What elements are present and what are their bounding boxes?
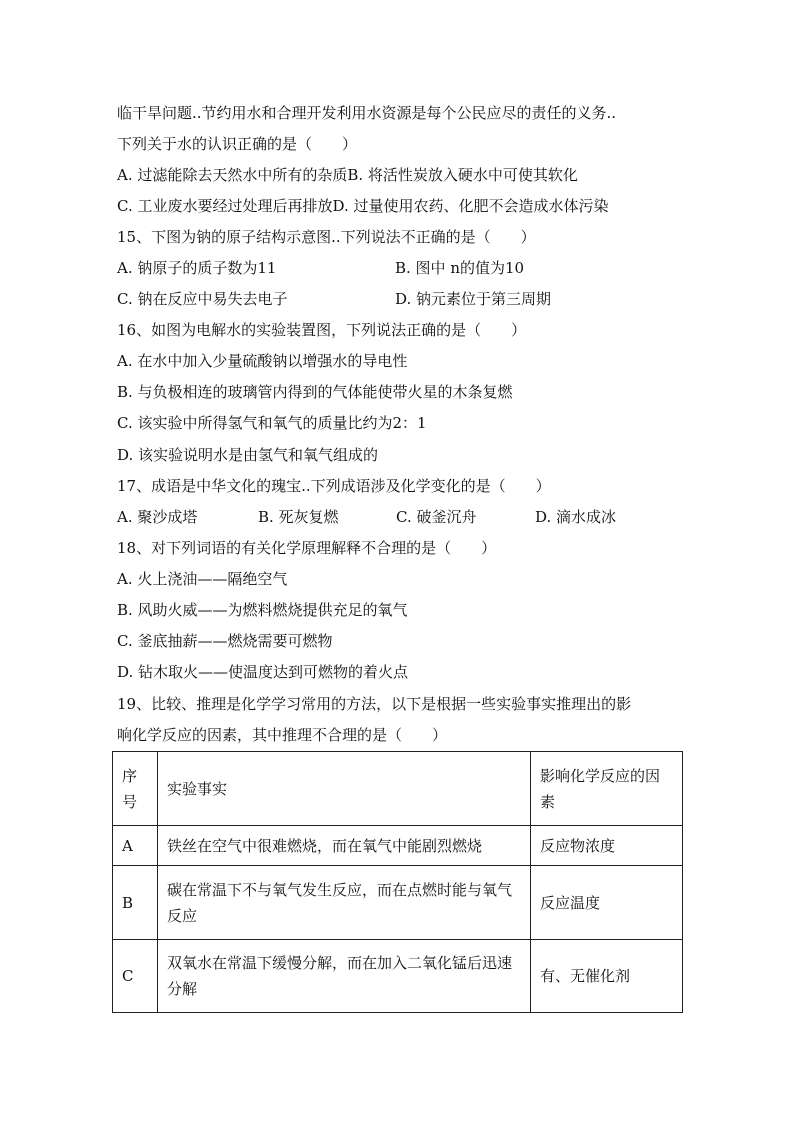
row-fact: 碳在常温下不与氧气发生反应，而在点燃时能与氧气反应 <box>158 866 531 940</box>
q15-stem: 15、下图为钠的原子结构示意图..下列说法不正确的是（ ） <box>117 228 536 246</box>
q15-option-a: A. 钠原子的质子数为11 <box>117 259 277 277</box>
q18-option-c: C. 釜底抽薪——燃烧需要可燃物 <box>117 632 333 650</box>
q17-option-b: B. 死灰复燃 <box>258 508 339 526</box>
q16-option-c: C. 该实验中所得氢气和氧气的质量比约为2：1 <box>117 414 427 432</box>
row-no: B <box>113 866 158 940</box>
q16-option-a: A. 在水中加入少量硫酸钠以增强水的导电性 <box>117 352 408 370</box>
q16-stem: 16、如图为电解水的实验装置图，下列说法正确的是（ ） <box>117 321 527 339</box>
experiment-table <box>112 751 683 1013</box>
q18-stem: 18、对下列词语的有关化学原理解释不合理的是（ ） <box>117 539 497 557</box>
q14-options-ab: A. 过滤能除去天然水中所有的杂质B. 将活性炭放入硬水中可使其软化 <box>117 166 578 184</box>
q15-option-d: D. 钠元素位于第三周期 <box>395 290 552 308</box>
table-row <box>113 866 683 940</box>
q17-option-d: D. 滴水成冰 <box>535 508 617 526</box>
intro-line-1: 临干旱问题..节约用水和合理开发利用水资源是每个公民应尽的责任的义务.. <box>117 104 617 122</box>
row-factor: 反应物浓度 <box>531 826 683 866</box>
q15-option-c: C. 钠在反应中易失去电子 <box>117 290 288 308</box>
row-factor: 有、无催化剂 <box>531 940 683 1013</box>
table-row <box>113 940 683 1013</box>
q14-stem: 下列关于水的认识正确的是（ ） <box>117 135 358 153</box>
q19-stem-line-2: 响化学反应的因素，其中推理不合理的是（ ） <box>117 726 448 744</box>
table-header-row <box>113 752 683 826</box>
header-no: 序号 <box>113 752 158 826</box>
header-factor: 影响化学反应的因素 <box>531 752 683 826</box>
header-fact: 实验事实 <box>158 752 531 826</box>
q16-option-b: B. 与负极相连的玻璃管内得到的气体能使带火星的木条复燃 <box>117 383 513 401</box>
row-factor: 反应温度 <box>531 866 683 940</box>
q16-option-d: D. 该实验说明水是由氢气和氧气组成的 <box>117 446 379 464</box>
q17-stem: 17、成语是中华文化的瑰宝..下列成语涉及化学变化的是（ ） <box>117 477 551 495</box>
table-row <box>113 826 683 866</box>
q17-option-c: C. 破釜沉舟 <box>396 508 477 526</box>
row-no: A <box>113 826 158 866</box>
row-fact: 铁丝在空气中很难燃烧，而在氧气中能剧烈燃烧 <box>158 826 531 866</box>
q14-options-cd: C. 工业废水要经过处理后再排放D. 过量使用农药、化肥不会造成水体污染 <box>117 197 609 215</box>
q15-option-b: B. 图中 n的值为10 <box>395 259 525 277</box>
q18-option-a: A. 火上浇油——隔绝空气 <box>117 570 288 588</box>
row-no: C <box>113 940 158 1013</box>
q17-option-a: A. 聚沙成塔 <box>117 508 198 526</box>
row-fact: 双氧水在常温下缓慢分解，而在加入二氧化锰后迅速分解 <box>158 940 531 1013</box>
q18-option-d: D. 钻木取火——使温度达到可燃物的着火点 <box>117 663 409 681</box>
q18-option-b: B. 风助火威——为燃料燃烧提供充足的氧气 <box>117 601 408 619</box>
q19-stem-line-1: 19、比较、推理是化学学习常用的方法，以下是根据一些实验事实推理出的影 <box>117 695 632 713</box>
